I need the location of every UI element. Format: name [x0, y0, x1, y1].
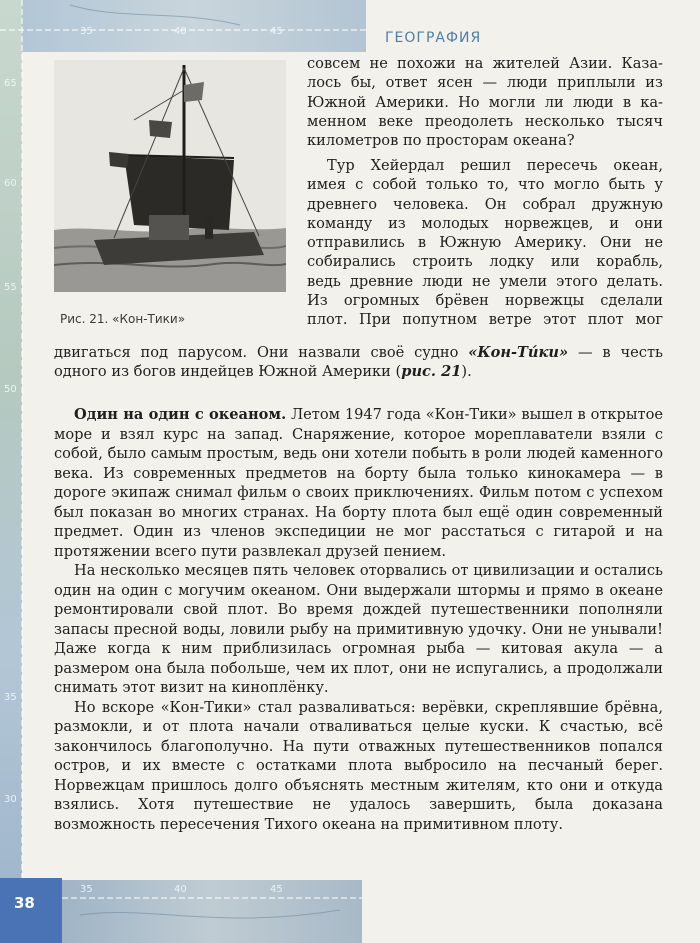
p2-line-5: отправились в Южную Америку. Они не — [307, 234, 663, 252]
p2-line-9: плот. При попутном ветре этот плот мог — [307, 311, 663, 329]
paragraph-2 — [307, 156, 663, 330]
section-paragraph-2: На несколько месяцев пять человек оторвались от цивилизации и остались один на один с могучим океаном. Они выдержали штормы и прямо в океане ремонтировали свой плот. Во время дождей путешественники пополняли запасы пресной воды, ловили рыбу на примитивную удочку. Они не унывали! Даже когда к ним приблизилась огромная рыба — китовая акула — а размером она была побольше, чем их плот, они не испугались, а продолжали снимать этот визит на киноплёнку. — [54, 562, 663, 696]
grid-label-left-2: 60 — [4, 178, 17, 189]
p2-line-11-c: ). — [461, 363, 472, 381]
p2-line-7: ведь древние люди не умели этого делать. — [307, 272, 663, 290]
section-body — [54, 405, 663, 834]
grid-label-bottom-2: 40 — [174, 884, 187, 895]
section-heading: Один на один с океаном. — [74, 406, 287, 423]
p2-line-11 — [54, 362, 663, 381]
intro-line-1: совсем не похожи на жителей Азии. Каза- — [307, 55, 663, 72]
p2-line-8: Из огромных брёвен норвежцы сделали — [307, 292, 663, 310]
page-number: 38 — [14, 894, 35, 912]
grid-label-left-5: 35 — [4, 692, 17, 703]
section-paragraph-1 — [54, 405, 663, 561]
header-area — [366, 0, 700, 30]
p2-line-10-c: — в честь — [568, 344, 663, 361]
p2-line-4: команду из молодых норвежцев, и они — [307, 214, 663, 232]
intro-paragraph — [307, 54, 663, 150]
grid-label-bottom-3: 45 — [270, 884, 283, 895]
raft-name: «Кон-Ти́ки» — [468, 344, 569, 361]
raft-illustration — [54, 60, 286, 292]
page-number-badge — [0, 878, 62, 943]
p2-line-10-a: двигаться под парусом. Они назвали своё судно — [54, 344, 469, 361]
intro-line-3: Южной Америки. Но могли ли люди в ка- — [307, 93, 663, 111]
intro-line-5: километров по просторам океана? — [307, 132, 575, 150]
grid-label-left-3: 55 — [4, 282, 17, 293]
grid-label-top-3: 45 — [270, 26, 283, 37]
p2-line-11-a: одного из богов индейцев Южной Америки ( — [54, 363, 402, 381]
grid-label-left-1: 65 — [4, 78, 17, 89]
section-paragraph-3: Но вскоре «Кон-Тики» стал разваливаться: верёвки, скреплявшие брёвна, размокли, и от плота начали отваливаться целые куски. К счастью, всё закончилось благополучно. На пути отважных путешественников попался остров, и их вместе с остатками плота выбросило на песчаный берег. Норвежцам пришлось долго объяснять местным жителям, кто они и откуда взялись. Хотя путешествие не удалось завершить, была доказана возможность пересечения Тихого океана на примитивном плоту. — [54, 698, 663, 833]
grid-label-bottom-1: 35 — [80, 884, 93, 895]
grid-label-left-4: 50 — [4, 384, 17, 395]
intro-line-4: менном веке преодолеть несколько тысяч — [307, 112, 663, 130]
subject-title: ГЕОГРАФИЯ — [385, 30, 482, 46]
figure-reference: рис. 21 — [401, 363, 462, 381]
figure-caption: Рис. 21. «Кон-Тики» — [60, 312, 186, 326]
intro-line-2: лось бы, ответ ясен — люди приплыли из — [307, 74, 663, 92]
p2-line-2: имея с собой только то, что могло быть у — [307, 176, 663, 194]
grid-label-top-1: 35 — [80, 26, 93, 37]
section-p1-text: Летом 1947 года «Кон-Тики» вышел в открытое море и взял курс на запад. Снаряжение, которое мореплаватели взяли с собой, было самым простым, ведь они хотели побыть в роли людей каменного века. Из современных предметов на борту была только кинокамера — в дороге экипаж снимал фильм о своих приключениях. Фильм потом с успехом был показан во многих странах. На борту плота был ещё один современный предмет. Один из членов экспедиции не мог расстаться с гитарой и на протяжении всего пути развлекал друзей пением. — [54, 406, 664, 560]
grid-label-top-2: 40 — [174, 26, 187, 37]
p2-line-1: Тур Хейердал решил пересечь океан, — [327, 157, 663, 174]
grid-label-left-6: 30 — [4, 794, 17, 805]
kon-tiki-photo — [54, 60, 286, 292]
paragraph-2-continued — [54, 343, 663, 382]
p2-line-10 — [54, 343, 663, 362]
p2-line-6: собирались строить лодку или корабль, — [307, 253, 663, 271]
map-border-bottom — [62, 880, 362, 943]
p2-line-3: древнего человека. Он собрал дружную — [307, 195, 663, 213]
map-border-top — [22, 0, 366, 52]
